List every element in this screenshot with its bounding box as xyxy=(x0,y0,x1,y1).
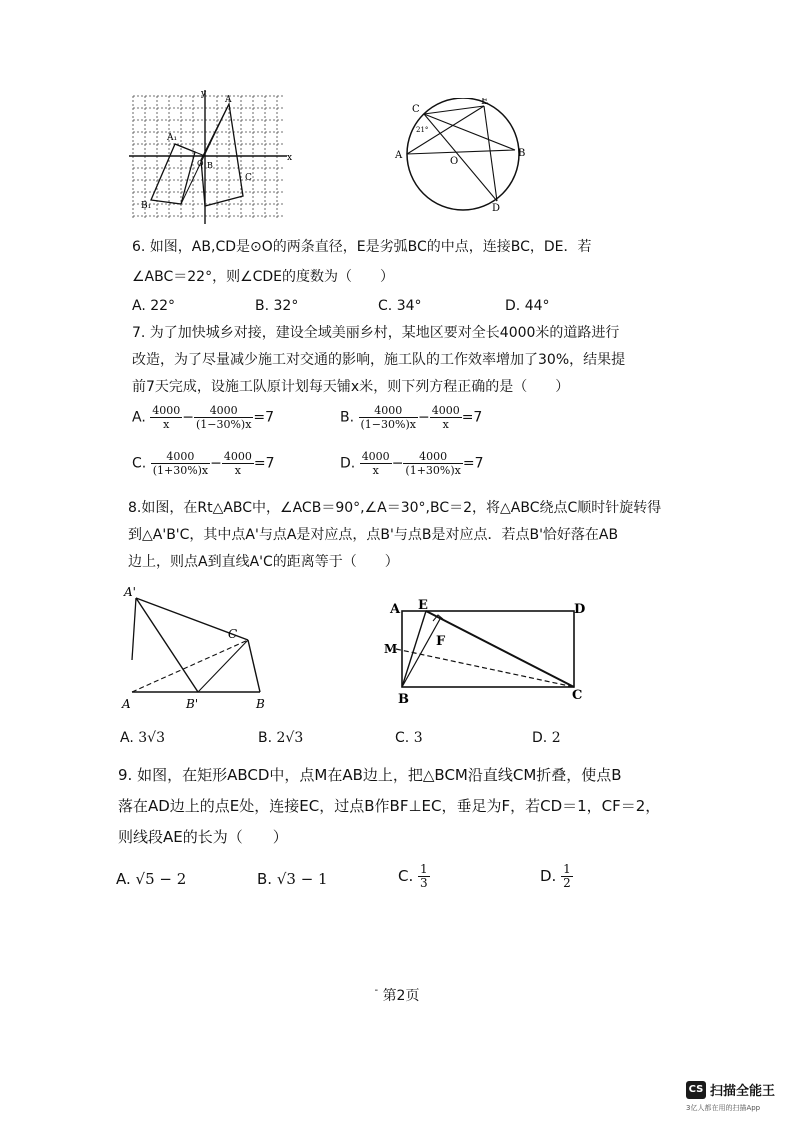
grid-label-b: B xyxy=(207,161,213,170)
q8-option-a[interactable]: A. 3√3 xyxy=(120,730,165,746)
rot-label-b-prime: B' xyxy=(186,697,199,711)
scanner-watermark xyxy=(686,1080,775,1113)
grid-figure xyxy=(125,88,295,228)
cs-app-name: 扫描全能王 xyxy=(710,1084,776,1099)
q7-option-d[interactable]: D. $\frac{4000}{x}$ − $\frac{4000}{(1+30\%)x}$ =7 xyxy=(340,450,484,477)
q8-option-d[interactable]: D. 2 xyxy=(532,730,561,746)
q6-line-2: ∠ABC＝22°，则∠CDE的度数为（ ） xyxy=(132,269,395,285)
q8-line-1: 8.如图，在Rt△ABC中，∠ACB＝90°,∠A＝30°,BC＝2，将△ABC绕点C顺时针旋转得 xyxy=(128,500,662,516)
grid-label-a: A xyxy=(225,95,232,105)
q9-option-a[interactable]: A. √5 − 2 xyxy=(116,870,187,888)
rect-label-a: A xyxy=(390,602,401,617)
rect-label-e: E xyxy=(418,598,428,613)
circle-label-d: D xyxy=(492,203,501,213)
q6-option-d[interactable]: D. 44° xyxy=(505,298,550,314)
q8-option-c[interactable]: C. 3 xyxy=(395,730,423,746)
q7-line-3: 前7天完成，设施工队原计划每天铺x米，则下列方程正确的是（ ） xyxy=(132,379,570,395)
rot-label-c: C xyxy=(228,627,238,641)
q9-option-c[interactable]: C. $\frac{1}{3}$ xyxy=(398,862,428,890)
grid-label-c: C xyxy=(245,173,252,183)
rotation-figure xyxy=(118,580,278,715)
q7-option-b[interactable]: B. $\frac{4000}{(1-30\%)x}$ − $\frac{4000}{x}$ =7 xyxy=(340,404,483,431)
q6-option-b[interactable]: B. 32° xyxy=(255,298,299,314)
grid-label-o: O xyxy=(197,159,204,168)
q7-line-2: 改造，为了尽量减少施工对交通的影响，施工队的工作效率增加了30%，结果提 xyxy=(132,352,626,368)
rect-label-d: D xyxy=(574,602,586,617)
circle-label-b: B xyxy=(518,148,526,159)
q8-line-3: 边上，则点A到直线A'C的距离等于（ ） xyxy=(128,554,399,570)
q9-line-1: 9. 如图，在矩形ABCD中，点M在AB边上，把△BCM沿直线CM折叠，使点B xyxy=(118,766,622,784)
circle-label-a: A xyxy=(395,150,403,161)
q6-line-1: 6. 如图，AB,CD是⊙O的两条直径，E是劣弧BC的中点，连接BC，DE．若 xyxy=(132,239,592,255)
rot-label-b: B xyxy=(256,697,265,711)
rot-label-a-prime: A' xyxy=(124,585,136,599)
grid-label-b1: B₁ xyxy=(141,201,152,211)
q7-option-a[interactable]: A. $\frac{4000}{x}$ − $\frac{4000}{(1-30\%)x}$ =7 xyxy=(132,404,275,431)
rot-label-a: A xyxy=(122,697,131,711)
q7-line-1: 7. 为了加快城乡对接，建设全域美丽乡村，某地区要对全长4000米的道路进行 xyxy=(132,325,620,341)
page-footer: - 第2页 xyxy=(374,985,420,1004)
cs-logo-icon: CS xyxy=(686,1081,706,1099)
q9-option-b[interactable]: B. √3 − 1 xyxy=(257,870,328,888)
circle-label-e: E xyxy=(481,98,489,107)
q6-option-a[interactable]: A. 22° xyxy=(132,298,176,314)
rect-label-b: B xyxy=(398,692,409,707)
q9-option-d[interactable]: D. $\frac{1}{2}$ xyxy=(540,862,571,890)
circle-label-o: O xyxy=(450,156,459,167)
grid-label-y: y xyxy=(201,89,207,99)
q6-option-c[interactable]: C. 34° xyxy=(378,298,422,314)
rectangle-figure xyxy=(380,595,590,710)
q8-option-b[interactable]: B. 2√3 xyxy=(258,730,304,746)
circle-angle-label: 21° xyxy=(416,126,429,134)
grid-label-a1: A₁ xyxy=(167,133,178,143)
q9-line-2: 落在AD边上的点E处，连接EC，过点B作BF⊥EC，垂足为F，若CD＝1，CF＝2， xyxy=(118,797,661,815)
circle-figure xyxy=(390,98,540,213)
q9-line-3: 则线段AE的长为（ ） xyxy=(118,828,288,846)
circle-label-c: C xyxy=(412,104,420,115)
rect-label-c: C xyxy=(572,688,583,703)
rect-label-m: M xyxy=(384,642,398,656)
page-number: 第2页 xyxy=(382,988,420,1004)
cs-slogan: 3亿人都在用的扫描App xyxy=(686,1104,761,1112)
grid-label-x: x xyxy=(287,153,293,163)
rect-label-f: F xyxy=(436,634,446,649)
q7-option-c[interactable]: C. $\frac{4000}{(1+30\%)x}$ − $\frac{4000}{x}$ =7 xyxy=(132,450,275,477)
q8-line-2: 到△A'B'C，其中点A'与点A是对应点，点B'与点B是对应点．若点B'恰好落在AB xyxy=(128,527,619,543)
